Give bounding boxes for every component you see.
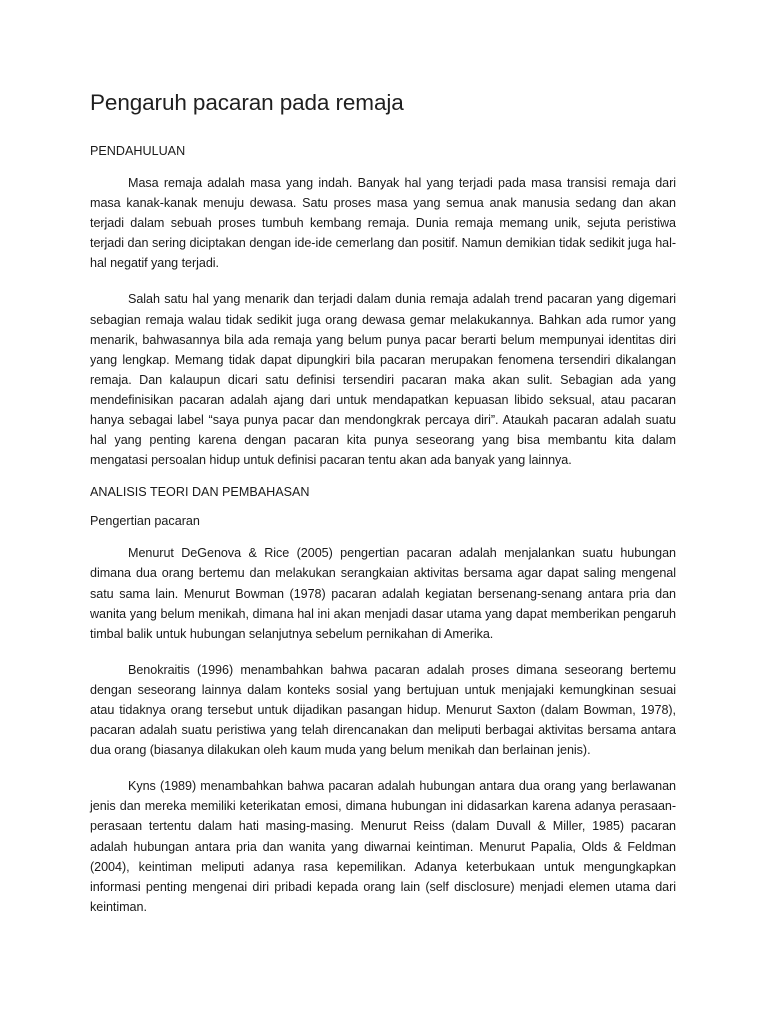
paragraph-intro-2: Salah satu hal yang menarik dan terjadi dalam dunia remaja adalah trend pacaran yang digemari sebagian remaja walau tidak sedikit juga orang dewasa gemar melakukannya. Bahkan ada rumor yang menarik, bahwasannya bila ada remaja yang belum punya pacar berarti belum mempunyai identitas diri yang lengkap. Memang tidak dapat dipungkiri bila pacaran merupakan fenomena tersendiri dikalangan remaja. Dan kalaupun dicari satu definisi tersendiri pacaran maka akan sulit. Sebagian ada yang mendefinisikan pacaran adalah ajang dari untuk mendapatkan kepuasan libido seksual, atau pacaran hanya sebagai label “saya punya pacar dan mendongkrak percaya diri”. Ataukah pacaran adalah suatu hal yang penting karena dengan pacaran kita punya seseorang yang bisa membantu kita dalam mengatasi persoalan hidup untuk definisi pacaran tentu akan ada banyak yang lainnya. <box>90 292 676 468</box>
document-title: Pengaruh pacaran pada remaja <box>90 90 404 115</box>
paragraph-intro-1: Masa remaja adalah masa yang indah. Banyak hal yang terjadi pada masa transisi remaja dari masa kanak-kanak menuju dewasa. Satu proses masa yang semua anak manusia sedang dan akan terjadi dalam sebuah proses tumbuh kembang remaja. Dunia remaja memang unik, sejuta peristiwa terjadi dan sering diciptakan dengan ide-ide cemerlang dan positif. Namun demikian tidak sedikit juga hal-hal negatif yang terjadi. <box>90 176 676 271</box>
paragraph-definition-1: Menurut DeGenova & Rice (2005) pengertian pacaran adalah menjalankan suatu hubungan dimana dua orang bertemu dan melakukan serangkaian aktivitas bersama agar dapat saling mengenal satu sama lain. Menurut Bowman (1978) pacaran adalah kegiatan bersenang-senang antara pria dan wanita yang belum menikah, dimana hal ini akan menjadi dasar utama yang dapat memberikan pengaruh timbal balik untuk hubungan selanjutnya sebelum pernikahan di Amerika. <box>90 546 676 641</box>
paragraph-definition-3: Kyns (1989) menambahkan bahwa pacaran adalah hubungan antara dua orang yang berlawanan jenis dan mereka memiliki keterikatan emosi, dimana hubungan ini didasarkan karena adanya perasaan-perasaan tertentu dalam hati masing-masing. Menurut Reiss (dalam Duvall & Miller, 1985) pacaran adalah hubungan antara pria dan wanita yang diwarnai keintiman. Menurut Papalia, Olds & Feldman (2004), keintiman meliputi adanya rasa kepemilikan. Adanya keterbukaan untuk mengungkapkan informasi penting mengenai diri pribadi kepada orang lain (self disclosure) menjadi elemen utama dari keintiman. <box>90 779 676 914</box>
paragraph-definition-2: Benokraitis (1996) menambahkan bahwa pacaran adalah proses dimana seseorang bertemu dengan seseorang lainnya dalam konteks sosial yang bertujuan untuk menjajaki kemungkinan sesuai atau tidaknya orang tersebut untuk dijadikan pasangan hidup. Menurut Saxton (dalam Bowman, 1978), pacaran adalah suatu peristiwa yang telah direncanakan dan meliputi berbagai aktivitas bersama antara dua orang (biasanya dilakukan oleh kaum muda yang belum menikah dan berlainan jenis). <box>90 662 676 758</box>
section-heading-analisis: ANALISIS TEORI DAN PEMBAHASAN <box>90 485 310 500</box>
subheading-pengertian-pacaran: Pengertian pacaran <box>90 514 200 529</box>
section-heading-pendahuluan: PENDAHULUAN <box>90 144 186 158</box>
document-page <box>90 90 676 933</box>
